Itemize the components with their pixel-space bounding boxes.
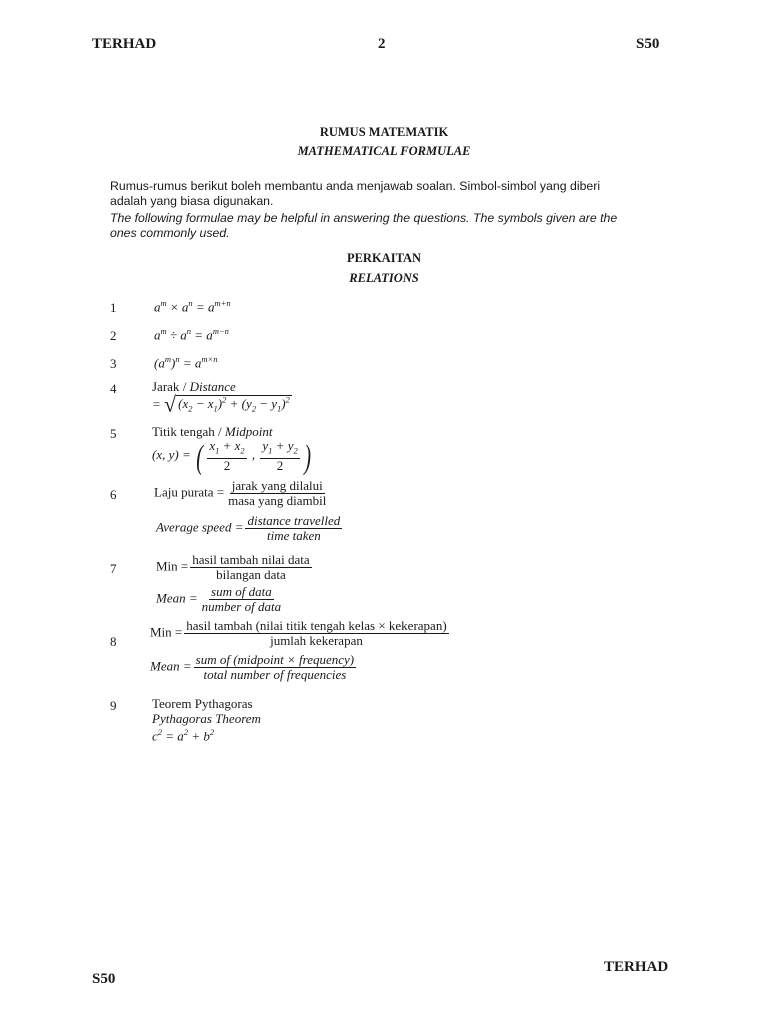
title-english: MATHEMATICAL FORMULAE [297, 144, 471, 158]
item-number: 2 [110, 328, 117, 343]
section-title-malay: PERKAITAN [346, 251, 422, 265]
grouped-mean-numerator-malay: hasil tambah (nilai titik tengah kelas × kekerapan) [186, 618, 447, 633]
intro-english: The following formulae may be helpful in answering the questions. The symbols given are the ones commonly used. [110, 211, 618, 240]
distance-label-english: Distance [189, 379, 236, 394]
mean-denominator-malay: bilangan data [216, 567, 286, 582]
average-speed-lhs-english: Average speed [156, 519, 232, 535]
item-number: 6 [110, 487, 117, 502]
item-number: 9 [110, 698, 117, 713]
item-number: 7 [110, 561, 117, 576]
midpoint-label-english: Midpoint [224, 424, 273, 439]
mean-lhs-english: Mean [156, 590, 186, 606]
item-number: 5 [110, 426, 117, 441]
grouped-mean-lhs-english: Mean [150, 658, 180, 674]
grouped-mean-denominator-malay: jumlah kekerapan [270, 633, 363, 648]
formula-mean-english: Mean = $\frac{\text{sum of data}}{\text{number of data}}$ [156, 584, 282, 614]
page-number: 2 [378, 36, 386, 52]
average-speed-lhs-malay: Laju purata [154, 484, 214, 500]
mean-numerator-english: sum of data [211, 584, 272, 599]
formula-grouped-mean-malay: Min = $\frac{\text{hasil tambah (nilai titik tengah kelas × kekerapan)}}{\text{jumlah kekerapan}}$ [150, 618, 447, 648]
title-malay: RUMUS MATEMATIK [319, 125, 449, 139]
item-number: 1 [110, 300, 117, 315]
grouped-mean-numerator-english: sum of (midpoint × frequency) [195, 652, 355, 667]
grouped-mean-denominator-english: total number of frequencies [203, 667, 347, 682]
header-code: S50 [636, 36, 660, 52]
mean-lhs-malay: Min [156, 558, 178, 574]
grouped-mean-lhs-malay: Min [150, 624, 172, 640]
item-number: 3 [110, 356, 117, 371]
intro-malay: Rumus-rumus berikut boleh membantu anda menjawab soalan. Simbol-simbol yang diberi adalah yang biasa digunakan. [110, 179, 601, 208]
footer-classification: TERHAD [604, 959, 669, 975]
formula-midpoint: (x, y) = ( $\frac{x_1 + x_2}{2}$ , $\frac{y_1 + y_2}{2}$ ) [152, 438, 311, 476]
formula-index-power: $(a^m)^n = a^{m\times n}$ [154, 354, 218, 371]
item-number: 4 [110, 381, 117, 396]
average-speed-denominator-malay: masa yang diambil [228, 493, 327, 508]
average-speed-numerator-malay: jarak yang dilalui [231, 478, 323, 493]
distance-label-malay: Jarak [152, 379, 180, 394]
section-title-english: RELATIONS [349, 271, 419, 285]
item-number: 8 [110, 634, 117, 649]
midpoint-label-malay: Titik tengah [152, 424, 215, 439]
formula-index-divide: $a^m \div a^n = a^{m-n}$ [154, 326, 229, 343]
formula-pythagoras: $c^2 = a^2 + b^2$ [152, 727, 215, 744]
formula-mean-malay: Min = $\frac{\text{hasil tambah nilai data}}{\text{bilangan data}}$ [156, 552, 310, 582]
pythagoras-label-malay: Teorem Pythagoras [152, 696, 253, 711]
formula-grouped-mean-english: Mean = $\frac{\text{sum of (midpoint × frequency)}}{\text{total number of frequencies}}$ [150, 652, 355, 682]
mean-numerator-malay: hasil tambah nilai data [192, 552, 310, 567]
header-classification: TERHAD [92, 36, 157, 52]
average-speed-numerator-english: distance travelled [247, 513, 341, 528]
pythagoras-label-english: Pythagoras Theorem [152, 711, 261, 726]
average-speed-denominator-english: time taken [266, 528, 321, 543]
formula-average-speed-english: Average speed = $\frac{\text{distance travelled}}{\text{time taken}}$ [156, 513, 341, 543]
formula-distance: = √ $(x_2 - x_1)^2 + (y_2 - y_1)^2$ [152, 391, 290, 417]
formula-index-multiply: $a^m \times a^n = a^{m+n}$ [154, 298, 231, 315]
mean-denominator-english: number of data [201, 599, 282, 614]
formula-average-speed-malay: Laju purata = $\frac{\text{jarak yang dilalui}}{\text{masa yang diambil}}$ [154, 478, 327, 508]
footer-code: S50 [92, 971, 116, 987]
midpoint-label: Titik tengah / Midpoint [152, 424, 273, 439]
distance-label: Jarak / Distance [152, 379, 236, 394]
